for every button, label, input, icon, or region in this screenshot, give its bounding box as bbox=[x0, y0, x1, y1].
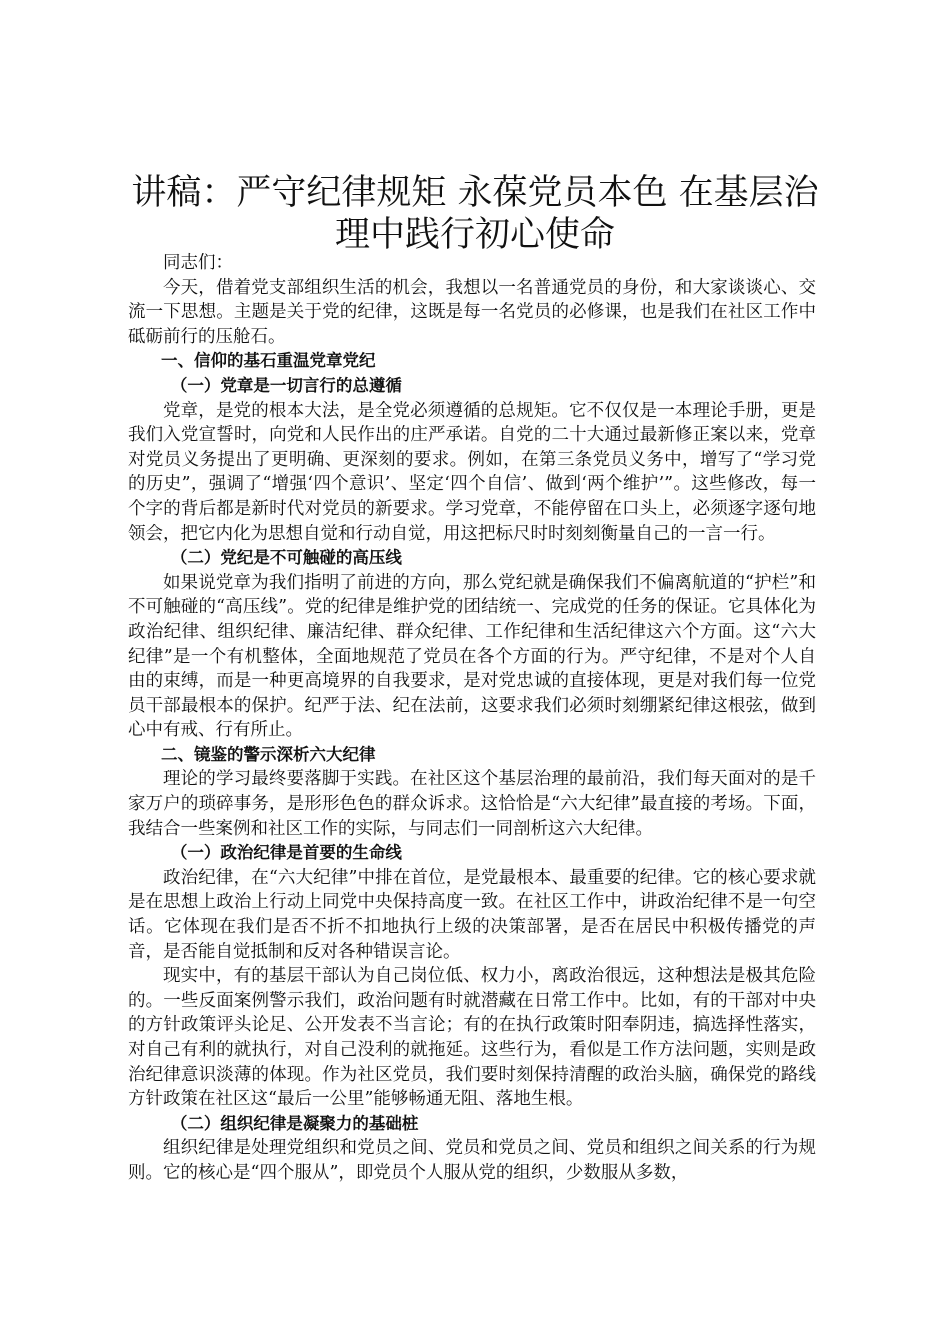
subsection-heading: （一）政治纪律是首要的生命线 bbox=[170, 843, 402, 863]
paragraph: 现实中，有的基层干部认为自己岗位低、权力小，离政治很远，这种想法是极其危险的。一些反面案例警示我们，政治问题有时就潜藏在日常工作中。比如，有的干部对中央的方针政策评头论足、公开发表不当言论；有的在执行政策时阳奉阴违，搞选择性落实，对自己有利的就执行，对自己没利的就拖延。这些行为，看似是工作方法问题，实则是政治纪律意识淡薄的体现。作为社区党员，我们要时刻保持清醒的政治头脑，确保党的路线方针政策在社区这“最后一公里”能够畅通无阻、落地生根。 bbox=[128, 966, 816, 1110]
section-heading: 一、信仰的基石重温党章党纪 bbox=[161, 351, 376, 371]
salutation: 同志们： bbox=[163, 253, 233, 273]
paragraph: 政治纪律，在“六大纪律”中排在首位，是党最根本、最重要的纪律。它的核心要求就是在思想上政治上行动上同党中央保持高度一致。在社区工作中，讲政治纪律不是一句空话。它体现在我们是否不折不扣地执行上级的决策部署，是否在居民中积极传播党的声音，是否能自觉抵制和反对各种错误言论。 bbox=[128, 867, 816, 962]
subsection-heading: （二）党纪是不可触碰的高压线 bbox=[170, 548, 402, 568]
section-heading: 二、镜鉴的警示深析六大纪律 bbox=[161, 744, 376, 764]
paragraph: 组织纪律是处理党组织和党员之间、党员和党员之间、党员和组织之间关系的行为规则。它的核心是“四个服从”，即党员个人服从党的组织，少数服从多数， bbox=[128, 1138, 816, 1183]
subsection-heading: （二）组织纪律是凝聚力的基础桩 bbox=[170, 1113, 419, 1133]
paragraph: 今天，借着党支部组织生活的机会，我想以一名普通党员的身份，和大家谈谈心、交流一下思想。主题是关于党的纪律，这既是每一名党员的必修课，也是我们在社区工作中砥砺前行的压舱石。 bbox=[128, 277, 816, 347]
document-title: 讲稿：严守纪律规矩 永葆党员本色 在基层治理中践行初心使命 bbox=[131, 173, 819, 255]
document-body bbox=[128, 251, 816, 1186]
paragraph: 党章，是党的根本大法，是全党必须遵循的总规矩。它不仅仅是一本理论手册，更是我们入党宣誓时，向党和人民作出的庄严承诺。自党的二十大通过最新修正案以来，党章对党员义务提出了更明确、更深刻的要求。例如，在第三条党员义务中，增写了“学习党的历史”，强调了“增强‘四个意识’、坚定‘四个自信’、做到‘两个维护’”。这些修改，每一个字的背后都是新时代对党员的新要求。学习党章，不能停留在口头上，必须逐字逐句地领会，把它内化为思想自觉和行动自觉，用这把标尺时时刻刻衡量自己的一言一行。 bbox=[128, 400, 816, 544]
paragraph: 如果说党章为我们指明了前进的方向，那么党纪就是确保我们不偏离航道的“护栏”和不可触碰的“高压线”。党的纪律是维护党的团结统一、完成党的任务的保证。它具体化为政治纪律、组织纪律、廉洁纪律、群众纪律、工作纪律和生活纪律这六个方面。这“六大纪律”是一个有机整体，全面地规范了党员在各个方面的行为。严守纪律，不是对个人自由的束缚，而是一种更高境界的自我要求，是对党忠诚的直接体现，更是对我们每一位党员干部最根本的保护。纪严于法、纪在法前，这要求我们必须时刻绷紧纪律这根弦，做到心中有戒、行有所止。 bbox=[128, 572, 816, 741]
paragraph: 理论的学习最终要落脚于实践。在社区这个基层治理的最前沿，我们每天面对的是千家万户的琐碎事务，是形形色色的群众诉求。这恰恰是“六大纪律”最直接的考场。下面，我结合一些案例和社区工作的实际，与同志们一同剖析这六大纪律。 bbox=[128, 769, 816, 839]
subsection-heading: （一）党章是一切言行的总遵循 bbox=[170, 375, 402, 395]
